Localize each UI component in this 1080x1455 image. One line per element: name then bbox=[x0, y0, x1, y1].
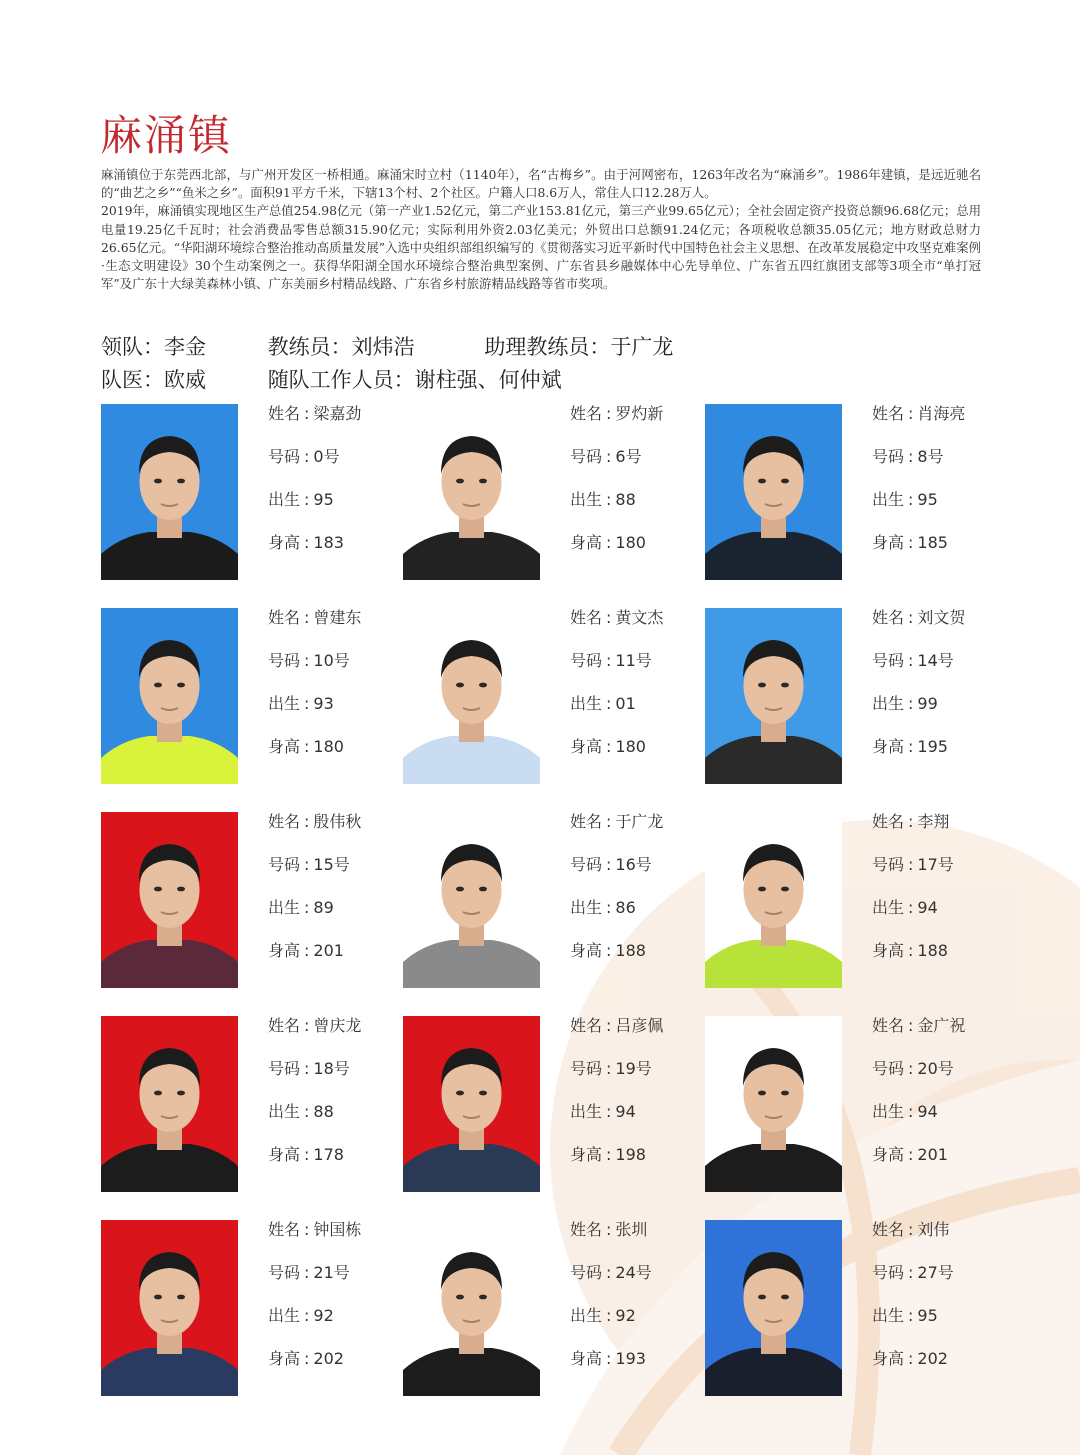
number-label: 号码 bbox=[872, 855, 905, 874]
name-label: 姓名 bbox=[268, 608, 301, 627]
player-number: 11号 bbox=[615, 651, 652, 670]
player-born-field bbox=[872, 1102, 938, 1122]
player-photo bbox=[101, 608, 238, 784]
player-number: 16号 bbox=[615, 855, 652, 874]
player-photo bbox=[101, 1220, 238, 1396]
player-card bbox=[101, 404, 391, 580]
player-number-field bbox=[872, 1059, 954, 1079]
player-born: 94 bbox=[917, 1102, 938, 1121]
player-height: 188 bbox=[615, 941, 646, 960]
player-number-field bbox=[872, 651, 954, 671]
player-card bbox=[403, 812, 693, 988]
player-number: 17号 bbox=[917, 855, 954, 874]
separator: : bbox=[606, 812, 612, 831]
height-label: 身高 bbox=[872, 1145, 905, 1164]
number-label: 号码 bbox=[570, 1263, 603, 1282]
separator: : bbox=[606, 737, 612, 756]
separator: : bbox=[304, 1263, 310, 1282]
player-height-field bbox=[268, 1145, 344, 1165]
name-label: 姓名 bbox=[570, 1016, 603, 1035]
separator: : bbox=[606, 651, 612, 670]
player-photo bbox=[403, 608, 540, 784]
player-born: 99 bbox=[917, 694, 938, 713]
player-born-field bbox=[268, 694, 334, 714]
height-label: 身高 bbox=[268, 533, 301, 552]
player-born: 94 bbox=[615, 1102, 636, 1121]
page-title: 麻涌镇 bbox=[100, 111, 233, 160]
number-label: 号码 bbox=[268, 651, 301, 670]
player-born-field bbox=[570, 1102, 636, 1122]
player-number: 20号 bbox=[917, 1059, 954, 1078]
born-label: 出生 bbox=[268, 898, 301, 917]
name-label: 姓名 bbox=[872, 1220, 905, 1239]
separator: : bbox=[606, 1059, 612, 1078]
player-name-field bbox=[268, 812, 361, 832]
separator: : bbox=[304, 1059, 310, 1078]
separator: : bbox=[304, 533, 310, 552]
separator: : bbox=[304, 941, 310, 960]
number-label: 号码 bbox=[872, 1263, 905, 1282]
player-photo bbox=[705, 812, 842, 988]
born-label: 出生 bbox=[872, 1102, 905, 1121]
number-label: 号码 bbox=[570, 1059, 603, 1078]
born-label: 出生 bbox=[872, 898, 905, 917]
separator: : bbox=[908, 608, 914, 627]
born-label: 出生 bbox=[268, 490, 301, 509]
player-card bbox=[705, 812, 995, 988]
separator: : bbox=[606, 608, 612, 627]
separator: : bbox=[304, 404, 310, 423]
player-height: 202 bbox=[313, 1349, 344, 1368]
name-label: 姓名 bbox=[872, 1016, 905, 1035]
player-born-field bbox=[268, 490, 334, 510]
player-name: 曾建东 bbox=[313, 608, 362, 627]
player-card bbox=[101, 1220, 391, 1396]
player-name-field bbox=[872, 1016, 965, 1036]
name-label: 姓名 bbox=[268, 1016, 301, 1035]
player-number-field bbox=[268, 1059, 350, 1079]
player-height: 198 bbox=[615, 1145, 646, 1164]
born-label: 出生 bbox=[570, 1306, 603, 1325]
separator: : bbox=[908, 1145, 914, 1164]
name-label: 姓名 bbox=[570, 1220, 603, 1239]
player-born-field bbox=[872, 694, 938, 714]
player-number: 8号 bbox=[917, 447, 944, 466]
player-height-field bbox=[872, 941, 948, 961]
player-number-field bbox=[872, 447, 944, 467]
height-label: 身高 bbox=[268, 1145, 301, 1164]
number-label: 号码 bbox=[570, 855, 603, 874]
player-photo bbox=[705, 1220, 842, 1396]
player-born-field bbox=[570, 1306, 636, 1326]
separator: : bbox=[908, 898, 914, 917]
separator: : bbox=[908, 1306, 914, 1325]
separator: : bbox=[304, 812, 310, 831]
height-label: 身高 bbox=[268, 1349, 301, 1368]
separator: : bbox=[908, 1059, 914, 1078]
separator: : bbox=[304, 1145, 310, 1164]
player-number-field bbox=[570, 651, 652, 671]
player-name: 于广龙 bbox=[615, 812, 664, 831]
player-card bbox=[403, 404, 693, 580]
born-label: 出生 bbox=[268, 1306, 301, 1325]
player-photo bbox=[101, 404, 238, 580]
player-born: 88 bbox=[615, 490, 636, 509]
player-born-field bbox=[570, 694, 636, 714]
player-born-field bbox=[872, 898, 938, 918]
player-height: 178 bbox=[313, 1145, 344, 1164]
separator: : bbox=[606, 1306, 612, 1325]
number-label: 号码 bbox=[872, 651, 905, 670]
player-born-field bbox=[268, 898, 334, 918]
player-born: 93 bbox=[313, 694, 334, 713]
player-height: 188 bbox=[917, 941, 948, 960]
height-label: 身高 bbox=[570, 1349, 603, 1368]
player-name-field bbox=[872, 812, 949, 832]
number-label: 号码 bbox=[268, 1059, 301, 1078]
player-number: 15号 bbox=[313, 855, 350, 874]
name-label: 姓名 bbox=[268, 812, 301, 831]
player-name: 肖海亮 bbox=[917, 404, 966, 423]
player-name-field bbox=[872, 1220, 949, 1240]
player-height-field bbox=[570, 737, 646, 757]
player-number: 21号 bbox=[313, 1263, 350, 1282]
player-card bbox=[705, 1220, 995, 1396]
separator: : bbox=[606, 694, 612, 713]
separator: : bbox=[908, 490, 914, 509]
player-name: 钟国栋 bbox=[313, 1220, 362, 1239]
player-card bbox=[403, 608, 693, 784]
separator: : bbox=[606, 855, 612, 874]
number-label: 号码 bbox=[570, 447, 603, 466]
separator: : bbox=[606, 1220, 612, 1239]
separator: : bbox=[304, 1016, 310, 1035]
staff-row bbox=[101, 333, 673, 361]
separator: : bbox=[908, 694, 914, 713]
name-label: 姓名 bbox=[570, 812, 603, 831]
player-height: 183 bbox=[313, 533, 344, 552]
player-born: 89 bbox=[313, 898, 334, 917]
player-name-field bbox=[268, 1016, 361, 1036]
player-photo bbox=[705, 1016, 842, 1192]
separator: : bbox=[908, 651, 914, 670]
player-photo bbox=[403, 812, 540, 988]
player-number: 19号 bbox=[615, 1059, 652, 1078]
town-introduction bbox=[101, 166, 981, 293]
player-born-field bbox=[570, 898, 636, 918]
player-height: 202 bbox=[917, 1349, 948, 1368]
player-born: 92 bbox=[313, 1306, 334, 1325]
intro-paragraph: 麻涌镇位于东莞西北部，与广州开发区一桥相通。麻涌宋时立村（1140年），名“古梅乡”。由于河网密布，1263年改名为“麻涌乡”。1986年建镇，是远近驰名的“曲艺之乡”“鱼米之乡”。面积91平方千米，下辖13个村、2个社区。户籍人口8.6万人，常住人口12.28万人。 bbox=[101, 167, 981, 201]
head-coach: 教练员：刘炜浩 bbox=[267, 335, 415, 359]
player-card bbox=[403, 1016, 693, 1192]
player-height: 180 bbox=[313, 737, 344, 756]
name-label: 姓名 bbox=[872, 404, 905, 423]
player-photo bbox=[101, 812, 238, 988]
support-staff: 随队工作人员：谢柱强、何仲斌 bbox=[267, 368, 562, 392]
player-born: 01 bbox=[615, 694, 636, 713]
player-number-field bbox=[872, 1263, 954, 1283]
player-height: 195 bbox=[917, 737, 948, 756]
player-height-field bbox=[268, 533, 344, 553]
separator: : bbox=[304, 1349, 310, 1368]
separator: : bbox=[908, 1102, 914, 1121]
number-label: 号码 bbox=[268, 855, 301, 874]
name-label: 姓名 bbox=[268, 404, 301, 423]
born-label: 出生 bbox=[268, 1102, 301, 1121]
team-doctor: 队医：欧威 bbox=[101, 368, 206, 392]
separator: : bbox=[606, 1263, 612, 1282]
player-card bbox=[101, 608, 391, 784]
player-born: 92 bbox=[615, 1306, 636, 1325]
separator: : bbox=[304, 898, 310, 917]
separator: : bbox=[304, 1102, 310, 1121]
number-label: 号码 bbox=[872, 1059, 905, 1078]
height-label: 身高 bbox=[268, 941, 301, 960]
player-card bbox=[101, 812, 391, 988]
player-name-field bbox=[570, 1220, 647, 1240]
player-name-field bbox=[872, 404, 965, 424]
born-label: 出生 bbox=[268, 694, 301, 713]
separator: : bbox=[606, 941, 612, 960]
separator: : bbox=[908, 1220, 914, 1239]
height-label: 身高 bbox=[872, 737, 905, 756]
player-born-field bbox=[872, 1306, 938, 1326]
player-number-field bbox=[268, 651, 350, 671]
player-born-field bbox=[268, 1102, 334, 1122]
separator: : bbox=[908, 1263, 914, 1282]
separator: : bbox=[304, 651, 310, 670]
player-name-field bbox=[570, 812, 663, 832]
player-name: 梁嘉劲 bbox=[313, 404, 362, 423]
born-label: 出生 bbox=[570, 694, 603, 713]
born-label: 出生 bbox=[570, 490, 603, 509]
player-number-field bbox=[268, 855, 350, 875]
separator: : bbox=[304, 1220, 310, 1239]
player-photo bbox=[101, 1016, 238, 1192]
player-height: 201 bbox=[313, 941, 344, 960]
player-photo bbox=[705, 608, 842, 784]
player-height: 193 bbox=[615, 1349, 646, 1368]
player-born: 88 bbox=[313, 1102, 334, 1121]
player-number-field bbox=[570, 1263, 652, 1283]
separator: : bbox=[908, 855, 914, 874]
name-label: 姓名 bbox=[268, 1220, 301, 1239]
player-height-field bbox=[872, 737, 948, 757]
separator: : bbox=[606, 1016, 612, 1035]
number-label: 号码 bbox=[268, 447, 301, 466]
player-name: 曾庆龙 bbox=[313, 1016, 362, 1035]
player-name: 李翔 bbox=[917, 812, 950, 831]
player-card bbox=[705, 404, 995, 580]
player-name: 殷伟秋 bbox=[313, 812, 362, 831]
player-name: 张圳 bbox=[615, 1220, 648, 1239]
separator: : bbox=[606, 404, 612, 423]
player-height: 201 bbox=[917, 1145, 948, 1164]
name-label: 姓名 bbox=[570, 608, 603, 627]
player-number-field bbox=[268, 447, 340, 467]
height-label: 身高 bbox=[570, 737, 603, 756]
player-height-field bbox=[872, 1145, 948, 1165]
separator: : bbox=[304, 737, 310, 756]
name-label: 姓名 bbox=[872, 608, 905, 627]
born-label: 出生 bbox=[570, 1102, 603, 1121]
separator: : bbox=[606, 1349, 612, 1368]
separator: : bbox=[304, 694, 310, 713]
height-label: 身高 bbox=[872, 1349, 905, 1368]
team-leader: 领队：李金 bbox=[101, 335, 206, 359]
number-label: 号码 bbox=[268, 1263, 301, 1282]
player-height-field bbox=[570, 533, 646, 553]
player-height-field bbox=[570, 1145, 646, 1165]
player-number: 18号 bbox=[313, 1059, 350, 1078]
separator: : bbox=[908, 404, 914, 423]
born-label: 出生 bbox=[872, 694, 905, 713]
player-name-field bbox=[872, 608, 965, 628]
separator: : bbox=[908, 533, 914, 552]
player-name-field bbox=[268, 404, 361, 424]
player-number-field bbox=[570, 447, 642, 467]
separator: : bbox=[304, 608, 310, 627]
separator: : bbox=[908, 941, 914, 960]
player-name: 罗灼新 bbox=[615, 404, 664, 423]
player-number: 27号 bbox=[917, 1263, 954, 1282]
separator: : bbox=[908, 1016, 914, 1035]
height-label: 身高 bbox=[570, 941, 603, 960]
separator: : bbox=[304, 855, 310, 874]
separator: : bbox=[606, 898, 612, 917]
player-name: 刘文贺 bbox=[917, 608, 966, 627]
player-name-field bbox=[268, 608, 361, 628]
player-number: 6号 bbox=[615, 447, 642, 466]
player-height-field bbox=[268, 1349, 344, 1369]
player-number: 10号 bbox=[313, 651, 350, 670]
player-born: 86 bbox=[615, 898, 636, 917]
born-label: 出生 bbox=[872, 490, 905, 509]
player-name-field bbox=[570, 404, 663, 424]
separator: : bbox=[304, 490, 310, 509]
player-name: 黄文杰 bbox=[615, 608, 664, 627]
player-card bbox=[705, 608, 995, 784]
player-photo bbox=[705, 404, 842, 580]
player-height: 185 bbox=[917, 533, 948, 552]
separator: : bbox=[606, 1145, 612, 1164]
player-height: 180 bbox=[615, 737, 646, 756]
player-height-field bbox=[268, 941, 344, 961]
player-height: 180 bbox=[615, 533, 646, 552]
separator: : bbox=[304, 447, 310, 466]
player-number-field bbox=[570, 1059, 652, 1079]
player-name: 金广祝 bbox=[917, 1016, 966, 1035]
staff-row bbox=[101, 366, 562, 394]
player-photo bbox=[403, 404, 540, 580]
player-name-field bbox=[570, 608, 663, 628]
height-label: 身高 bbox=[268, 737, 301, 756]
separator: : bbox=[908, 737, 914, 756]
player-born: 95 bbox=[313, 490, 334, 509]
player-height-field bbox=[570, 941, 646, 961]
height-label: 身高 bbox=[570, 1145, 603, 1164]
separator: : bbox=[606, 490, 612, 509]
separator: : bbox=[606, 533, 612, 552]
player-name: 吕彦佩 bbox=[615, 1016, 664, 1035]
player-height-field bbox=[872, 533, 948, 553]
player-photo bbox=[403, 1220, 540, 1396]
name-label: 姓名 bbox=[570, 404, 603, 423]
player-name-field bbox=[570, 1016, 663, 1036]
separator: : bbox=[908, 812, 914, 831]
number-label: 号码 bbox=[570, 651, 603, 670]
player-born-field bbox=[872, 490, 938, 510]
player-born: 95 bbox=[917, 1306, 938, 1325]
separator: : bbox=[304, 1306, 310, 1325]
player-born-field bbox=[268, 1306, 334, 1326]
born-label: 出生 bbox=[872, 1306, 905, 1325]
player-card bbox=[101, 1016, 391, 1192]
player-photo bbox=[403, 1016, 540, 1192]
player-height-field bbox=[570, 1349, 646, 1369]
player-born-field bbox=[570, 490, 636, 510]
player-card bbox=[403, 1220, 693, 1396]
number-label: 号码 bbox=[872, 447, 905, 466]
player-number-field bbox=[872, 855, 954, 875]
player-number-field bbox=[268, 1263, 350, 1283]
born-label: 出生 bbox=[570, 898, 603, 917]
assistant-coach: 助理教练员：于广龙 bbox=[484, 335, 674, 359]
player-height-field bbox=[268, 737, 344, 757]
player-born: 94 bbox=[917, 898, 938, 917]
height-label: 身高 bbox=[872, 533, 905, 552]
separator: : bbox=[606, 447, 612, 466]
intro-paragraph: 2019年，麻涌镇实现地区生产总值254.98亿元（第一产业1.52亿元，第二产业153.81亿元，第三产业99.65亿元）；全社会固定资产投资总额96.68亿元；总用电量19.25亿千瓦时；社会消费品零售总额315.90亿元；实际利用外资2.03亿美元；外贸出口总额91.24亿元；各项税收总额35.05亿元；地方财政总财力26.65亿元。“华阳湖环境综合整治推动高质量发展”入选中央组织部组织编写的《贯彻落实习近平新时代中国特色社会主义思想、在改革发展稳定中攻坚克难案例·生态文明建设》30个生动案例之一。获得华阳湖全国水环境综合整治典型案例、广东省县乡融媒体中心先导单位、广东省五四红旗团支部等3项全市“单打冠军”及广东十大绿美森林小镇、广东美丽乡村精品线路、广东省乡村旅游精品线路等省市奖项。 bbox=[101, 203, 981, 292]
player-height-field bbox=[872, 1349, 948, 1369]
separator: : bbox=[908, 1349, 914, 1368]
player-number: 14号 bbox=[917, 651, 954, 670]
player-card bbox=[705, 1016, 995, 1192]
height-label: 身高 bbox=[570, 533, 603, 552]
separator: : bbox=[908, 447, 914, 466]
player-born: 95 bbox=[917, 490, 938, 509]
name-label: 姓名 bbox=[872, 812, 905, 831]
height-label: 身高 bbox=[872, 941, 905, 960]
player-name: 刘伟 bbox=[917, 1220, 950, 1239]
player-number: 0号 bbox=[313, 447, 340, 466]
separator: : bbox=[606, 1102, 612, 1121]
player-number: 24号 bbox=[615, 1263, 652, 1282]
player-name-field bbox=[268, 1220, 361, 1240]
player-number-field bbox=[570, 855, 652, 875]
